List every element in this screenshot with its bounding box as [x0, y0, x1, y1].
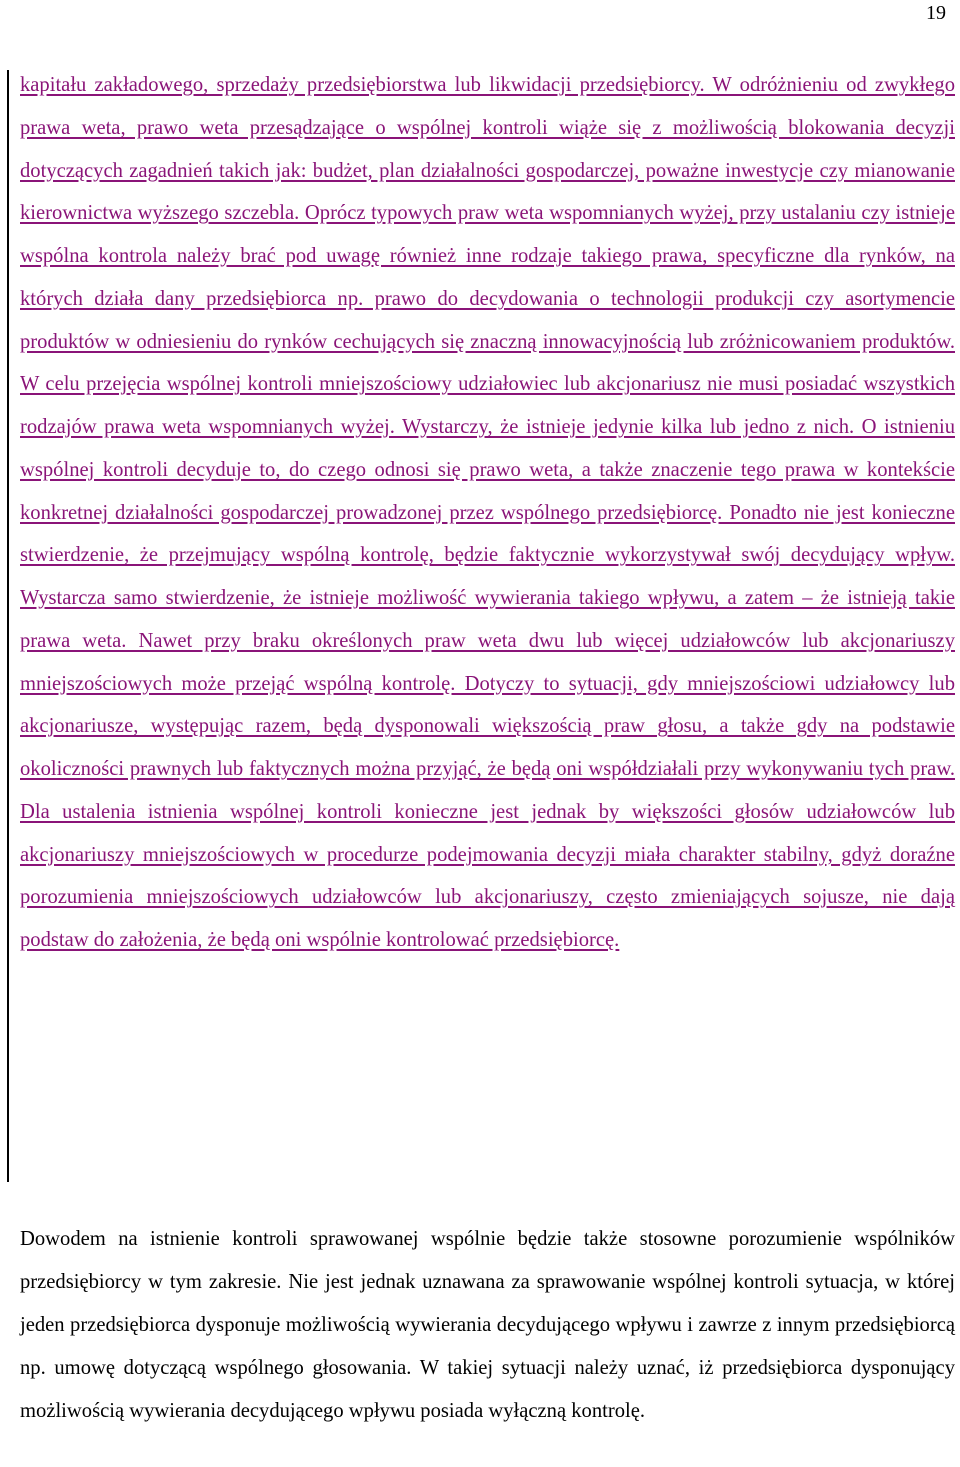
revision-change-bar — [7, 70, 9, 1182]
revised-paragraph: kapitału zakładowego, sprzedaży przedsiębiorstwa lub likwidacji przedsiębiorcy. W odróżnieniu od zwykłego prawa weta, prawo weta przesądzające o wspólnej kontroli wiąże się z możliwością blokowania decyzji dotyczących zagadnień takich jak: budżet, plan działalności gospodarczej, poważne inwestycje czy mianowanie kierownictwa wyższego szczebla. Oprócz typowych praw weta wspomnianych wyżej, przy ustalaniu czy istnieje wspólna kontrola należy brać pod uwagę również inne rodzaje takiego prawa, specyficzne dla rynków, na których działa dany przedsiębiorca np. prawo do decydowania o technologii produkcji czy asortymencie produktów w odniesieniu do rynków cechujących się znaczną innowacyjnością lub zróżnicowaniem produktów. W celu przejęcia wspólnej kontroli mniejszościowy udziałowiec lub akcjonariusz nie musi posiadać wszystkich rodzajów prawa weta wspomnianych wyżej. Wystarczy, że istnieje jedynie kilka lub jedno z nich. O istnieniu wspólnej kontroli decyduje to, do czego odnosi się prawo weta, a także znaczenie tego prawa w kontekście konkretnej działalności gospodarczej prowadzonej przez wspólnego przedsiębiorcę. Ponadto nie jest konieczne stwierdzenie, że przejmujący wspólną kontrolę, będzie faktycznie wykorzystywał swój decydujący wpływ. Wystarcza samo stwierdzenie, że istnieje możliwość wywierania takiego wpływu, a zatem – że istnieją takie prawa weta. Nawet przy braku określonych praw weta dwu lub więcej udziałowców lub akcjonariuszy mniejszościowych może przejąć wspólną kontrolę. Dotyczy to sytuacji, gdy mniejszościowi udziałowcy lub akcjonariusze, występując razem, będą dysponowali większością praw głosu, a także gdy na podstawie okoliczności prawnych lub faktycznych można przyjąć, że będą oni współdziałali przy wykonywaniu tych praw. Dla ustalenia istnienia wspólnej kontroli konieczne jest jednak by większości głosów udziałowców lub akcjonariuszy mniejszościowych w procedurze podejmowania decyzji miała charakter stabilny, gdyż doraźne porozumienia mniejszościowych udziałowców lub akcjonariuszy, często zmieniających sojusze, nie dają podstaw do założenia, że będą oni wspólnie kontrolować przedsiębiorcę. — [20, 74, 955, 951]
body-paragraph: Dowodem na istnienie kontroli sprawowanej wspólnie będzie także stosowne porozumienie wspólników przedsiębiorcy w tym zakresie. Nie jest jednak uznawana za sprawowanie wspólnej kontroli sytuacja, w której jeden przedsiębiorca dysponuje możliwością wywierania decydującego wpływu i zawrze z innym przedsiębiorcą np. umowę dotyczącą wspólnego głosowania. W takiej sytuacji należy uznać, iż przedsiębiorca dysponujący możliwością wywierania decydującego wpływu posiada wyłączną kontrolę. — [20, 1228, 955, 1422]
page-number: 19 — [926, 2, 946, 24]
